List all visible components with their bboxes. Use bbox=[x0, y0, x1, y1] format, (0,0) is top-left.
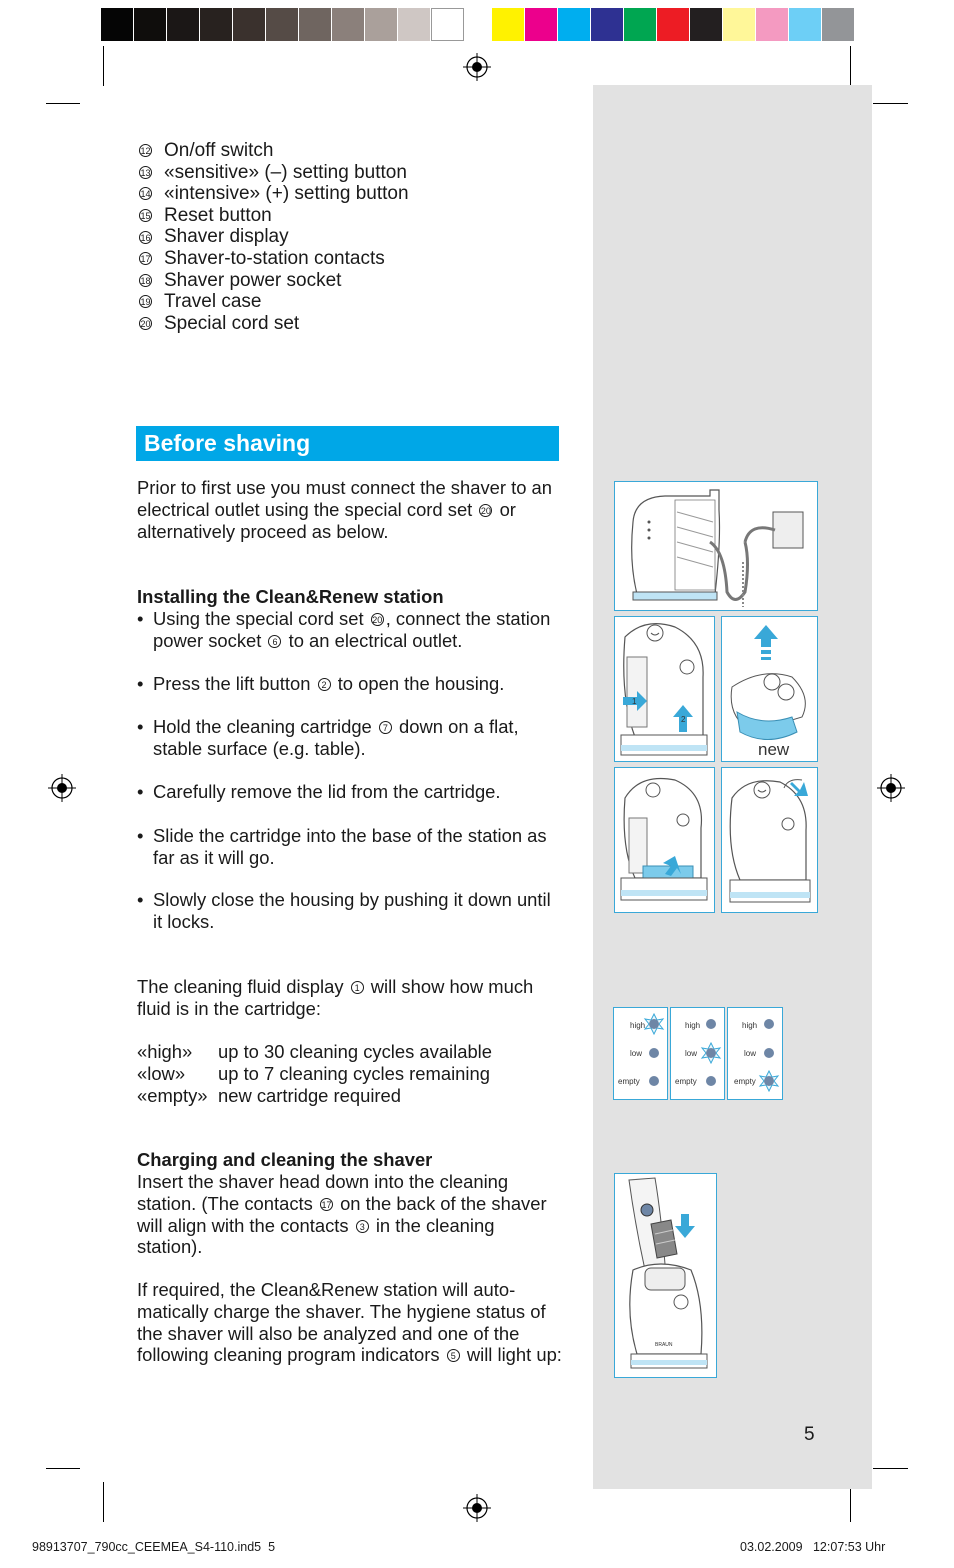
svg-text:high: high bbox=[685, 1021, 701, 1030]
registration-mark-icon bbox=[877, 774, 905, 802]
color-swatch bbox=[624, 8, 657, 41]
new-label: new bbox=[758, 740, 790, 759]
gray-swatch bbox=[167, 8, 200, 41]
color-swatch bbox=[558, 8, 591, 41]
page-number: 5 bbox=[804, 1424, 815, 1445]
part-label: Reset button bbox=[164, 204, 272, 226]
charging-paragraph: Insert the shaver head down into the cleaning station. (The contacts 17 on the back of the shaver will align with the contacts 3 in the cleaning station). bbox=[137, 1171, 547, 1258]
color-swatch bbox=[591, 8, 624, 41]
svg-text:empty: empty bbox=[618, 1077, 640, 1086]
color-swatch bbox=[822, 8, 855, 41]
part-item bbox=[137, 248, 409, 270]
fluid-level-desc: up to 30 cleaning cycles available bbox=[218, 1041, 492, 1062]
crop-mark bbox=[103, 46, 104, 86]
svg-text:empty: empty bbox=[675, 1077, 697, 1086]
fluid-level-desc: up to 7 cleaning cycles remaining bbox=[218, 1062, 490, 1084]
fluid-level-key: «empty» bbox=[137, 1084, 208, 1106]
part-label: Shaver-to-station contacts bbox=[164, 247, 385, 269]
install-step: • Using the special cord set 20 , connect the station power socket 6 to an electrical outlet. bbox=[137, 608, 562, 652]
svg-text:low: low bbox=[630, 1049, 643, 1058]
part-number: 14 bbox=[140, 189, 151, 200]
figure-display-high bbox=[613, 1007, 668, 1100]
gray-swatch bbox=[134, 8, 167, 41]
install-step: • Carefully remove the lid from the cartridge. bbox=[137, 781, 562, 803]
part-number: 17 bbox=[140, 254, 151, 265]
gray-swatch bbox=[200, 8, 233, 41]
part-item bbox=[137, 270, 409, 292]
part-label: Shaver power socket bbox=[164, 269, 342, 291]
part-item bbox=[137, 313, 409, 335]
figure-open-housing bbox=[614, 616, 715, 762]
fluid-level-row bbox=[137, 1085, 492, 1107]
part-number: 18 bbox=[140, 275, 151, 286]
part-label: «sensitive» (–) setting button bbox=[164, 161, 407, 183]
part-label: Travel case bbox=[164, 291, 262, 313]
color-calibration-bar bbox=[101, 8, 855, 41]
part-number: 12 bbox=[140, 146, 151, 157]
step-number: 1 bbox=[632, 697, 637, 706]
ref-number: 5 bbox=[447, 1349, 460, 1362]
part-label: «intensive» (+) setting button bbox=[164, 183, 409, 205]
ref-number: 2 bbox=[318, 678, 331, 691]
svg-text:low: low bbox=[685, 1049, 698, 1058]
crop-mark bbox=[850, 46, 851, 86]
ref-number: 6 bbox=[268, 635, 281, 648]
install-heading: Installing the Clean&Renew station bbox=[137, 586, 444, 607]
intro-paragraph: Prior to first use you must connect the shaver to an electrical outlet using the special cord set 20 or alternatively proceed as below. bbox=[137, 477, 553, 542]
color-swatch bbox=[756, 8, 789, 41]
registration-mark-icon bbox=[463, 1494, 491, 1522]
color-swatch bbox=[657, 8, 690, 41]
section-heading-bar bbox=[136, 426, 559, 461]
part-label: Shaver display bbox=[164, 226, 289, 248]
fluid-level-row bbox=[137, 1063, 492, 1085]
part-label: On/off switch bbox=[164, 140, 274, 161]
crop-mark bbox=[46, 103, 80, 104]
gray-swatch bbox=[101, 8, 134, 41]
registration-mark-icon bbox=[463, 53, 491, 81]
svg-text:high: high bbox=[630, 1021, 646, 1030]
gray-swatch bbox=[299, 8, 332, 41]
figure-close-housing bbox=[721, 767, 818, 913]
color-swatch bbox=[723, 8, 756, 41]
gray-swatch bbox=[233, 8, 266, 41]
fluid-level-row bbox=[137, 1041, 492, 1063]
ref-number: 17 bbox=[321, 1199, 332, 1210]
footer-timestamp: 03.02.2009 12:07:53 Uhr bbox=[740, 1540, 886, 1554]
figure-cartridge-lid bbox=[721, 616, 818, 762]
part-item bbox=[137, 140, 409, 162]
ref-number: 1 bbox=[351, 981, 364, 994]
install-step: • Press the lift button 2 to open the housing. bbox=[137, 673, 562, 695]
station-brand: BRAUN bbox=[655, 1342, 673, 1348]
part-number: 19 bbox=[140, 297, 151, 308]
fluid-level-key: «high» bbox=[137, 1041, 193, 1062]
part-label: Special cord set bbox=[164, 312, 300, 334]
fluid-level-key: «low» bbox=[137, 1062, 186, 1084]
crop-mark bbox=[873, 103, 908, 104]
part-number: 20 bbox=[140, 319, 151, 330]
fluid-level-desc: new cartridge required bbox=[218, 1084, 401, 1106]
color-swatches bbox=[492, 8, 855, 41]
part-number: 15 bbox=[140, 211, 151, 222]
svg-text:empty: empty bbox=[734, 1077, 756, 1086]
ref-number: 3 bbox=[356, 1220, 369, 1233]
figure-station-plugged bbox=[614, 481, 818, 611]
gray-swatches bbox=[101, 8, 464, 41]
crop-mark bbox=[873, 1468, 908, 1469]
crop-mark bbox=[103, 1482, 104, 1522]
color-swatch bbox=[690, 8, 723, 41]
ref-number: 20 bbox=[480, 505, 491, 516]
gray-swatch bbox=[365, 8, 398, 41]
install-step: • Slide the cartridge into the base of the station as far as it will go. bbox=[137, 825, 562, 869]
color-swatch bbox=[525, 8, 558, 41]
gray-swatch bbox=[266, 8, 299, 41]
part-item bbox=[137, 183, 409, 205]
part-number: 16 bbox=[140, 232, 151, 243]
figure-insert-shaver bbox=[614, 1173, 717, 1378]
install-step: • Hold the cleaning cartridge 7 down on a flat, stable surface (e.g. table). bbox=[137, 716, 562, 760]
part-item bbox=[137, 226, 409, 248]
ref-number: 7 bbox=[379, 721, 392, 734]
color-swatch bbox=[492, 8, 525, 41]
footer-file-info: 98913707_790cc_CEEMEA_S4-110.ind5 5 bbox=[32, 1540, 276, 1554]
fluid-levels-table bbox=[137, 1041, 492, 1106]
fluid-paragraph: The cleaning fluid display 1 will show how much fluid is in the cartridge: bbox=[137, 976, 534, 1019]
charging-paragraph: If required, the Clean&Renew station will auto-matically charge the shaver. The hygiene status of the shaver will also be analyzed and one of the following cleaning program indicators 5 will light up: bbox=[137, 1279, 562, 1366]
gray-swatch bbox=[398, 8, 431, 41]
ref-number: 20 bbox=[372, 615, 383, 625]
parts-list bbox=[137, 140, 409, 334]
registration-mark-icon bbox=[48, 774, 76, 802]
install-step: • Slowly close the housing by pushing it down until it locks. bbox=[137, 889, 562, 933]
part-number: 13 bbox=[140, 167, 151, 178]
figure-display-low bbox=[670, 1007, 725, 1100]
gray-swatch bbox=[332, 8, 365, 41]
part-item bbox=[137, 205, 409, 227]
step-number: 2 bbox=[681, 715, 686, 724]
part-item bbox=[137, 291, 409, 313]
section-title: Before shaving bbox=[144, 430, 311, 456]
charging-heading: Charging and cleaning the shaver bbox=[137, 1149, 433, 1170]
part-item bbox=[137, 162, 409, 184]
gray-swatch bbox=[431, 8, 464, 41]
figure-slide-cartridge bbox=[614, 767, 715, 913]
crop-mark bbox=[46, 1468, 80, 1469]
color-swatch bbox=[789, 8, 822, 41]
figure-display-empty bbox=[727, 1007, 783, 1100]
svg-text:low: low bbox=[744, 1049, 757, 1058]
svg-text:high: high bbox=[742, 1021, 758, 1030]
